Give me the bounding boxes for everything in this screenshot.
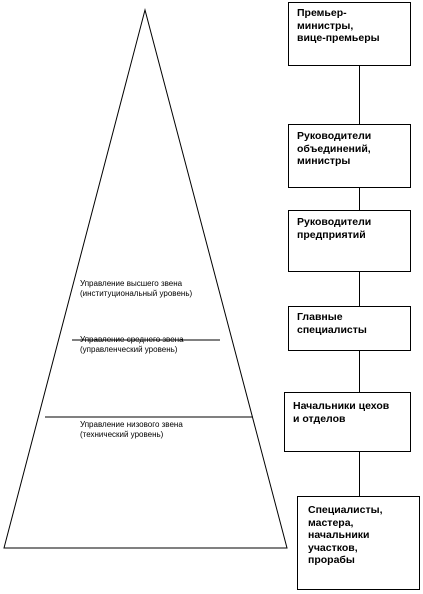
connector-line: [359, 452, 360, 496]
level-label-title: Управление высшего звена: [80, 279, 183, 288]
connector-line: [359, 351, 360, 392]
box-line: Главные: [297, 311, 343, 323]
box-specialists-foremen: [297, 496, 420, 590]
box-line: участков,: [308, 541, 358, 554]
box-enterprise-heads: [288, 210, 411, 272]
box-shop-department-heads: [284, 392, 411, 452]
level-label-subtitle: (технический уровень): [80, 430, 164, 439]
level-label-middle-management: [80, 335, 184, 355]
box-line: Руководители: [297, 130, 372, 142]
level-label-subtitle: (управленческий уровень): [80, 345, 178, 354]
connector-line: [359, 272, 360, 306]
level-label-subtitle: (институциональный уровень): [80, 289, 193, 298]
level-label-lower-management: [80, 420, 183, 440]
box-line: Премьер-: [297, 7, 347, 19]
box-chief-specialists: [288, 306, 411, 351]
box-line: мастера,: [308, 516, 354, 529]
box-line: министры: [297, 155, 351, 167]
box-line: прорабы: [308, 554, 355, 566]
box-line: объединений,: [297, 142, 371, 155]
box-line: Специалисты,: [308, 504, 383, 516]
level-label-top-management: [80, 279, 192, 299]
connector-line: [359, 188, 360, 210]
box-line: министры,: [297, 19, 354, 32]
level-label-title: Управление низового звена: [80, 420, 183, 429]
box-line: вице-премьеры: [297, 32, 380, 44]
connector-line: [359, 66, 360, 124]
box-line: специалисты: [297, 323, 367, 336]
level-label-title: Управление среднего звена: [80, 335, 184, 344]
box-prime-ministers: [288, 2, 411, 66]
box-line: Начальники цехов: [293, 400, 390, 412]
box-line: Руководители: [297, 216, 372, 228]
box-line: и отделов: [293, 412, 346, 425]
box-association-heads: [288, 124, 411, 188]
box-line: предприятий: [297, 228, 366, 241]
box-line: начальники: [308, 529, 370, 541]
